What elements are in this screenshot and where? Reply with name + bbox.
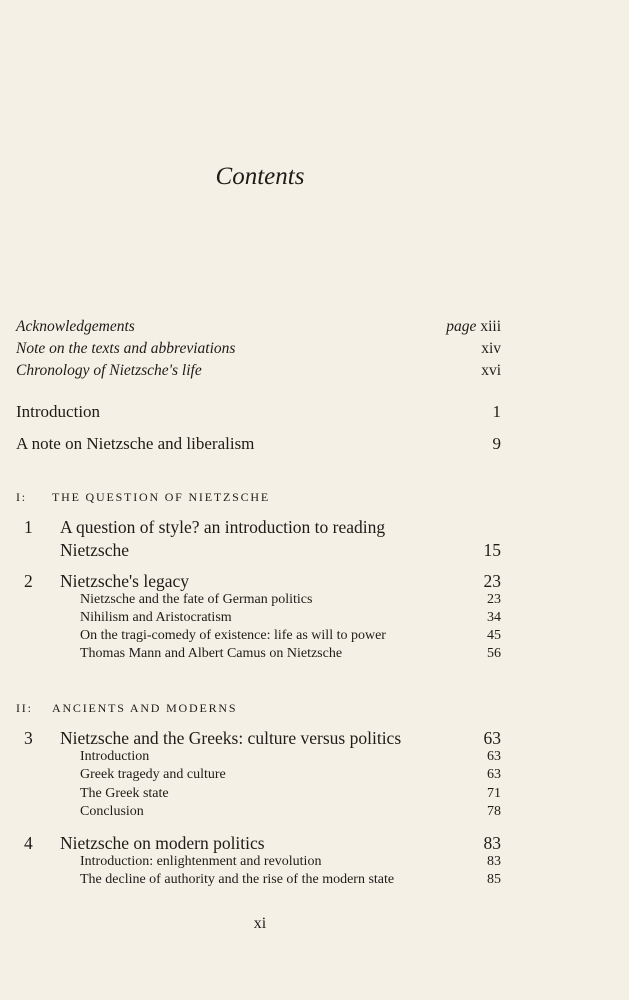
chapter-title-continued: Nietzsche (60, 540, 129, 560)
section-entry (16, 854, 501, 870)
chapter-page: 83 (483, 833, 501, 853)
toc-entry-page: 9 (492, 434, 501, 453)
toc-entry-label: Note on the texts and abbreviations (16, 340, 236, 357)
toc-entry-chronology (16, 362, 501, 380)
chapter-title: A question of style? an introduction to reading (60, 517, 386, 537)
toc-entry-label: Introduction (16, 402, 101, 421)
toc-entry-label: Chronology of Nietzsche's life (16, 362, 202, 379)
section-title: The Greek state (80, 786, 169, 801)
section-entry (16, 610, 501, 626)
section-title: Thomas Mann and Albert Camus on Nietzsche (80, 646, 343, 661)
chapter-number: 1 (24, 517, 33, 537)
toc-entry-note-on-texts (16, 340, 501, 358)
part-title: ANCIENTS AND MODERNS (52, 701, 238, 715)
section-entry (16, 804, 501, 820)
section-title: Nihilism and Aristocratism (80, 610, 232, 625)
section-page: 78 (487, 804, 501, 819)
section-page: 85 (487, 872, 501, 887)
chapter-number: 3 (24, 728, 33, 748)
section-title: Introduction (80, 749, 150, 764)
section-entry (16, 767, 501, 783)
part-heading (16, 490, 270, 505)
section-title: The decline of authority and the rise of the modern state (80, 872, 395, 887)
toc-entry-page: 1 (492, 402, 501, 421)
chapter-entry (16, 517, 501, 538)
toc-entry-introduction (16, 402, 501, 422)
page-prefix: page (446, 318, 477, 335)
toc-entry-label: Acknowledgements (16, 318, 135, 335)
section-page: 56 (487, 646, 501, 661)
section-entry (16, 646, 501, 662)
section-entry (16, 786, 501, 802)
section-page: 63 (487, 749, 501, 764)
toc-entry-acknowledgements (16, 318, 501, 336)
section-entry (16, 872, 501, 888)
toc-entry-page: xiii (480, 318, 501, 335)
section-page: 71 (487, 786, 501, 801)
toc-entry-liberalism-note (16, 434, 501, 454)
section-title: Conclusion (80, 804, 144, 819)
chapter-number: 4 (24, 833, 33, 853)
page-title: Contents (215, 163, 305, 190)
section-title: On the tragi-comedy of existence: life as will to power (80, 628, 386, 643)
section-title: Greek tragedy and culture (80, 767, 226, 782)
chapter-entry (16, 728, 501, 749)
section-title: Nietzsche and the fate of German politics (80, 592, 313, 607)
chapter-entry (16, 833, 501, 854)
section-entry (16, 628, 501, 644)
section-entry (16, 592, 501, 608)
toc-entry-page: xiv (481, 340, 501, 357)
section-page: 63 (487, 767, 501, 782)
chapter-page: 15 (483, 540, 501, 560)
chapter-page: 63 (483, 728, 501, 748)
chapter-number: 2 (24, 571, 33, 591)
section-page: 34 (487, 610, 501, 625)
section-title: Introduction: enlightenment and revolution (80, 854, 322, 869)
part-heading (16, 701, 237, 716)
chapter-entry-continued (16, 540, 501, 561)
part-number: I: (16, 490, 27, 504)
toc-entry-label: A note on Nietzsche and liberalism (16, 434, 255, 453)
section-page: 83 (487, 854, 501, 869)
chapter-title: Nietzsche's legacy (60, 571, 189, 591)
section-entry (16, 749, 501, 765)
part-title: THE QUESTION OF NIETZSCHE (52, 490, 270, 504)
part-number: II: (16, 701, 33, 715)
page-number: xi (253, 915, 267, 932)
section-page: 23 (487, 592, 501, 607)
chapter-title: Nietzsche on modern politics (60, 833, 265, 853)
chapter-page: 23 (483, 571, 501, 591)
section-page: 45 (487, 628, 501, 643)
toc-entry-page: xvi (481, 362, 501, 379)
chapter-entry (16, 571, 501, 592)
chapter-title: Nietzsche and the Greeks: culture versus politics (60, 728, 402, 748)
